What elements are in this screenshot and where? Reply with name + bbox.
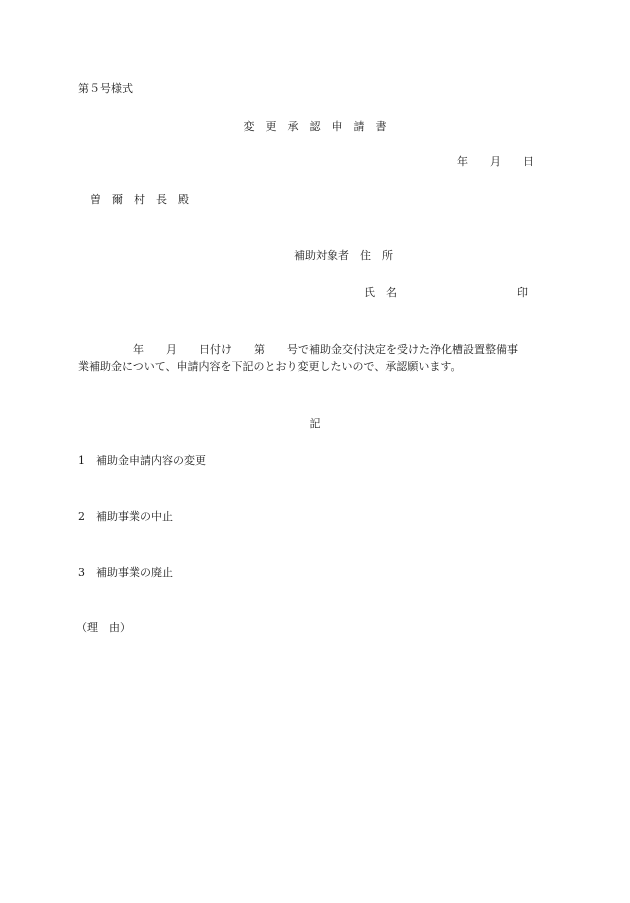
body-paragraph	[78, 341, 578, 375]
applicant-address-label: 補助対象者 住 所	[294, 249, 393, 262]
seal-mark: 印	[517, 286, 528, 299]
body-line-1: 年 月 日付け 第 号で補助金交付決定を受けた浄化槽設置整備事	[78, 343, 518, 356]
list-item: 3 補助事業の廃止	[78, 566, 173, 579]
applicant-name-label: 氏 名	[364, 286, 397, 299]
list-item: 1 補助金申請内容の変更	[78, 454, 206, 467]
body-line-2: 業補助金について、申請内容を下記のとおり変更したいので、承認願います。	[78, 360, 462, 373]
reason-label: （理 由）	[76, 621, 131, 634]
document-title: 変 更 承 認 申 請 書	[243, 120, 387, 133]
date-line: 年 月 日	[457, 155, 534, 168]
form-number: 第５号様式	[78, 82, 133, 95]
list-item: 2 補助事業の中止	[78, 510, 173, 523]
ki-heading: 記	[309, 417, 321, 430]
addressee: 曽 爾 村 長 殿	[90, 193, 189, 206]
